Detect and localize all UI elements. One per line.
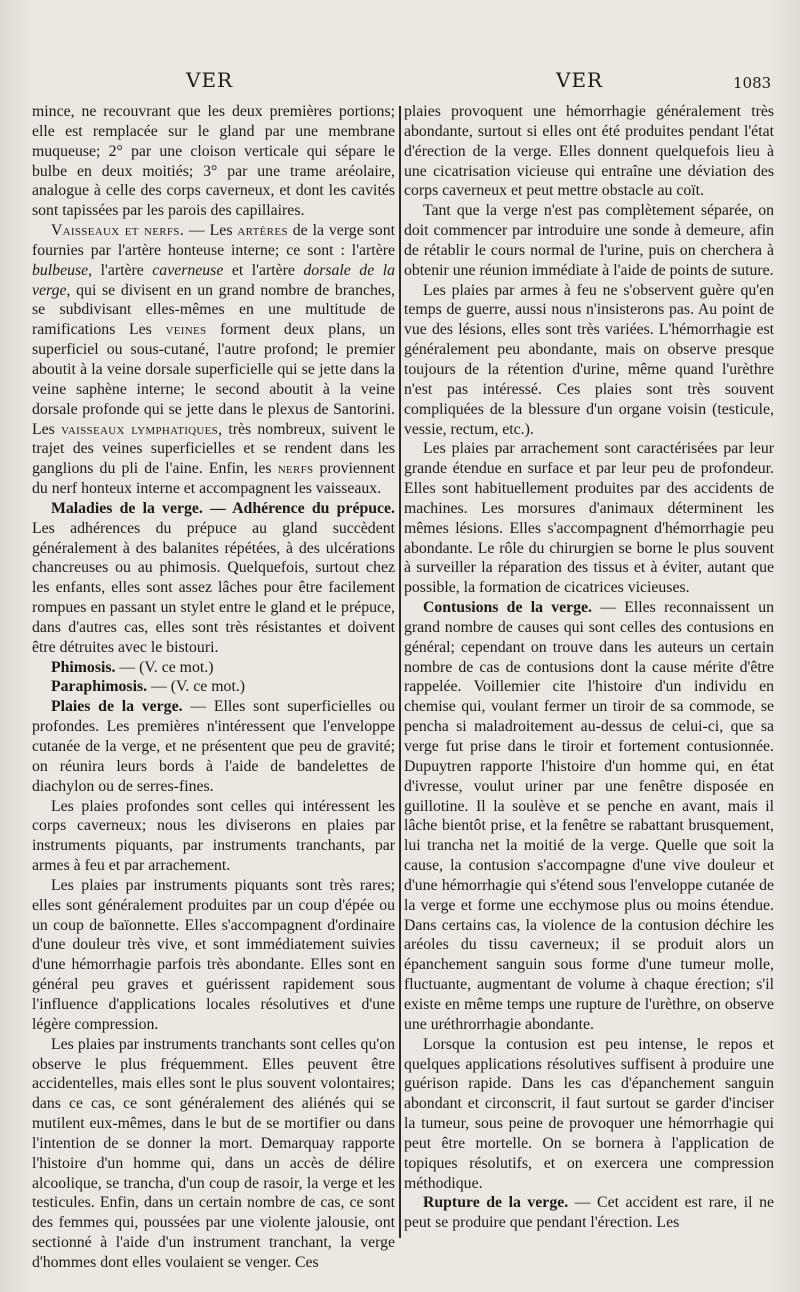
text-fragment: forment deux plans, un superficiel ou sous-cutané, l'autre profond; le premier aboutit à la veine dorsale superficielle qui se jette dans la veine saphène interne; le second aboutit à la veine dorsale profonde qui se jette dans le plexus de Santorini. Les <box>32 321 395 438</box>
entry-heading-phimosis: Phimosis. <box>50 658 116 676</box>
right-column <box>404 102 774 1233</box>
term-nerves: nerfs <box>277 460 314 478</box>
text-fragment: proviennent du nerf honteux interne et accompagnent les vaisseaux. <box>32 460 396 498</box>
entry-heading-wounds: Plaies de la verge. <box>50 698 183 716</box>
term-lymphatics: vaisseaux lymphatiques <box>61 420 219 438</box>
paragraph-wounds <box>32 697 395 796</box>
section-heading-vessels-nerves: Vaisseaux et nerfs. <box>50 222 184 240</box>
paragraph-tearing-wounds: Les plaies par arrachement sont caractérisées par leur grande étendue en surface et par leur peu de profondeur. Elles sont habituellement produites par des accidents de machines. Les morsures d'animaux déterminent les mêmes lésions. Elles s'accompagnent d'hémorrhagie peu abondante. Le rôle du chirurgien se borne le plus souvent à surveiller la réparation des tissus et à éviter, autant que possible, la formation de cicatrices vicieuses. <box>404 440 774 597</box>
paragraph-firearm-wounds: Les plaies par armes à feu ne s'observent guère qu'en temps de guerre, aussi nous n'insisterons pas. Au point de vue des lésions, elles sont très variées. L'hémorrhagie est généralement peu abondante, mais on observe presque toujours de la rétention d'urine, même quand l'urèthre n'est pas intéressé. Ces plaies sont très souvent compliquées de la blessure d'un organe voisin (testicule, vessie, rectum, etc.). <box>404 281 774 438</box>
paragraph-cutting-wounds: Les plaies par instruments tranchants sont celles qu'on observe le plus fréquemment. Elles peuvent être accidentelles, mais elles sont le plus souvent volontaires; dans ce cas, ce sont généralement des aliénés qui se mutilent eux-mêmes, dans le but de se mortifier ou dans l'intention de se donner la mort. Demarquay rapporte l'histoire d'un homme qui, dans un accès de délire alcoolique, se trancha, d'un coup de rasoir, la verge et les testicules. Enfin, dans un certain nombre de cas, ce sont des femmes qui, poussées par une violente jalousie, ont sectionné à l'aide d'un instrument tranchant, la verge d'hommes dont elles voulaient se venger. Ces <box>32 1035 395 1271</box>
term-arteries: artères <box>237 222 288 240</box>
text-fragment: — Cet accident est rare, il ne peut se produire que pendant l'érection. Les <box>404 1194 774 1232</box>
paragraph-structure-bulb: mince, ne recouvrant que les deux premières portions; elle est remplacée sur le gland par une membrane muqueuse; 2° par une cloison verticale qui sépare le bulbe en deux moitiés; 3° par une trame aréolaire, analogue à celle des corps caverneux, et dont les cavités sont tapissées par les parois des capillaires. <box>32 103 395 220</box>
paragraph-paraphimosis <box>32 677 395 697</box>
entry-heading-rupture: Rupture de la verge. <box>422 1194 569 1212</box>
paragraph-deep-wounds: Les plaies profondes sont celles qui intéressent les corps caverneux; nous les diviserons en plaies par instruments piquants, par instruments tranchants, par armes à feu et par arrachement. <box>32 797 395 875</box>
entry-heading-paraphimosis: Paraphimosis. <box>50 678 148 696</box>
paragraph-diseases-adhesion <box>32 499 395 658</box>
term-veins: veines <box>165 321 207 339</box>
paragraph-contusions <box>404 598 774 1035</box>
text-fragment: — Elles reconnaissent un grand nombre de causes qui sont celles des contusions en général; cependant on trouve dans les auteurs un certain nombre de cas de contusions dont la cause mérite d'être rappelée. Voillemier cite l'histoire d'un individu en chemise qui, voulant fermer un tiroir de sa commode, se pencha si maladroitement au-dessus de celui-ci, que sa verge fut prise dans le tiroir et fortement contusionnée. Dupuytren rapporte l'histoire d'un homme qui, en état d'ivresse, voulut uriner par une fenêtre disposée en guillotine. Il la soulève et se penche en avant, mais il lâche bientôt prise, et la fenêtre se rabattant brusquement, lui trancha net la moitié de la verge. Quelle que soit la cause, la contusion s'accompagne d'une vive douleur et d'une hémorrhagie qui s'étend sous l'enveloppe cutanée de la verge et forme une ecchymose plus ou moins étendue. Dans certains cas, la violence de la contusion déchire les aréoles du tissu caverneux; il se produit alors un épanchement sanguin sous forme d'une tumeur molle, fluctuante, augmentant de volume à chaque érection; s'il existe en même temps une rupture de l'urèthre, on observe une uréthrorrhagie abondante. <box>404 599 775 1033</box>
section-heading-diseases: Maladies de la verge. — Adhérence du prépuce. <box>50 499 395 517</box>
header-left-keyword: VER <box>186 68 234 92</box>
text-fragment: , très nombreux, suivent le trajet des veines superficielles et se rendent dans les ganglions du pli de l'aine. Enfin, les <box>32 420 395 478</box>
paragraph-phimosis <box>32 658 395 678</box>
entry-heading-contusions: Contusions de la verge. <box>422 599 592 617</box>
paragraph-piercing-wounds: Les plaies par instruments piquants sont très rares; elles sont généralement produites par un coup d'épée ou un coup de baïonnette. Elles s'accompagnent d'ordinaire d'une douleur très vive, et sont immédiatement suivies d'une hémorrhagie parfois très abondante. Elles sont en général peu graves et guérissent rapidement sous l'influence d'applications locales résolutives et d'une légère compression. <box>32 876 395 1033</box>
paragraph-hemorrhage: plaies provoquent une hémorrhagie généralement très abondante, surtout si elles ont été produites pendant l'état d'érection de la verge. Elles donnent quelquefois lieu à une cicatrisation vicieuse qui entraîne une déviation des corps caverneux et peut mettre obstacle au coït. <box>404 103 774 200</box>
term-caverneuse: caverneuse <box>152 261 224 279</box>
page-number: 1083 <box>733 74 772 92</box>
term-dorsale: dorsale de la verge <box>32 261 395 299</box>
text-fragment: — Les <box>183 222 238 240</box>
paragraph-rupture <box>404 1193 774 1233</box>
left-column <box>32 102 395 1273</box>
term-bulbeuse: bulbeuse <box>32 261 89 279</box>
paragraph-contusion-treatment: Lorsque la contusion est peu intense, le repos et quelques applications résolutives suffisent à produire une guérison rapide. Dans les cas d'épanchement sanguin abondant et circonscrit, il faut surtout se garder d'inciser la tumeur, sous peine de provoquer une hémorrhagie qui peut être mortelle. On se bornera à l'application de topiques résolutifs, et on exercera une compression méthodique. <box>404 1035 774 1192</box>
text-fragment: — Elles sont superficielles ou profondes. Les premières n'intéressent que l'enveloppe cutanée de la verge, et ne présentent que peu de gravité; on réunira leurs bords à l'aide de bandelettes de diachylon ou de serres-fines. <box>32 698 395 795</box>
text-fragment: de la verge sont fournies par l'artère honteuse interne; ce sont : l'artère <box>32 222 395 259</box>
text-fragment: Les adhérences du prépuce au gland succèdent généralement à des balanites répétées, à des ulcérations chancreuses ou au phimosis. Quelquefois, surtout chez les enfants, elles sont assez lâches pour être facilement rompues en passant un stylet entre le gland et le prépuce, dans d'autres cas, elles sont très résistantes et doivent être détruites avec le bistouri. <box>32 519 395 656</box>
text-fragment: , l'artère <box>88 261 153 279</box>
text-fragment: , qui se divisent en un grand nombre de branches, se subdivisant elles-mêmes en une multitude de ramifications Les <box>32 281 395 339</box>
paragraph-treatment: Tant que la verge n'est pas complètement séparée, on doit commencer par introduire une sonde à demeure, afin de rétablir le cours normal de l'urine, puis on cherchera à obtenir une réunion immédiate à l'aide de points de suture. <box>404 202 774 279</box>
paragraph-vessels-nerves <box>32 221 395 499</box>
header-right-keyword: VER <box>556 68 604 92</box>
text-fragment: — (V. ce mot.) <box>147 678 246 696</box>
column-divider <box>399 106 401 1238</box>
text-fragment: — (V. ce mot.) <box>115 658 214 676</box>
running-head <box>0 68 800 98</box>
text-fragment: et l'artère <box>223 261 304 279</box>
